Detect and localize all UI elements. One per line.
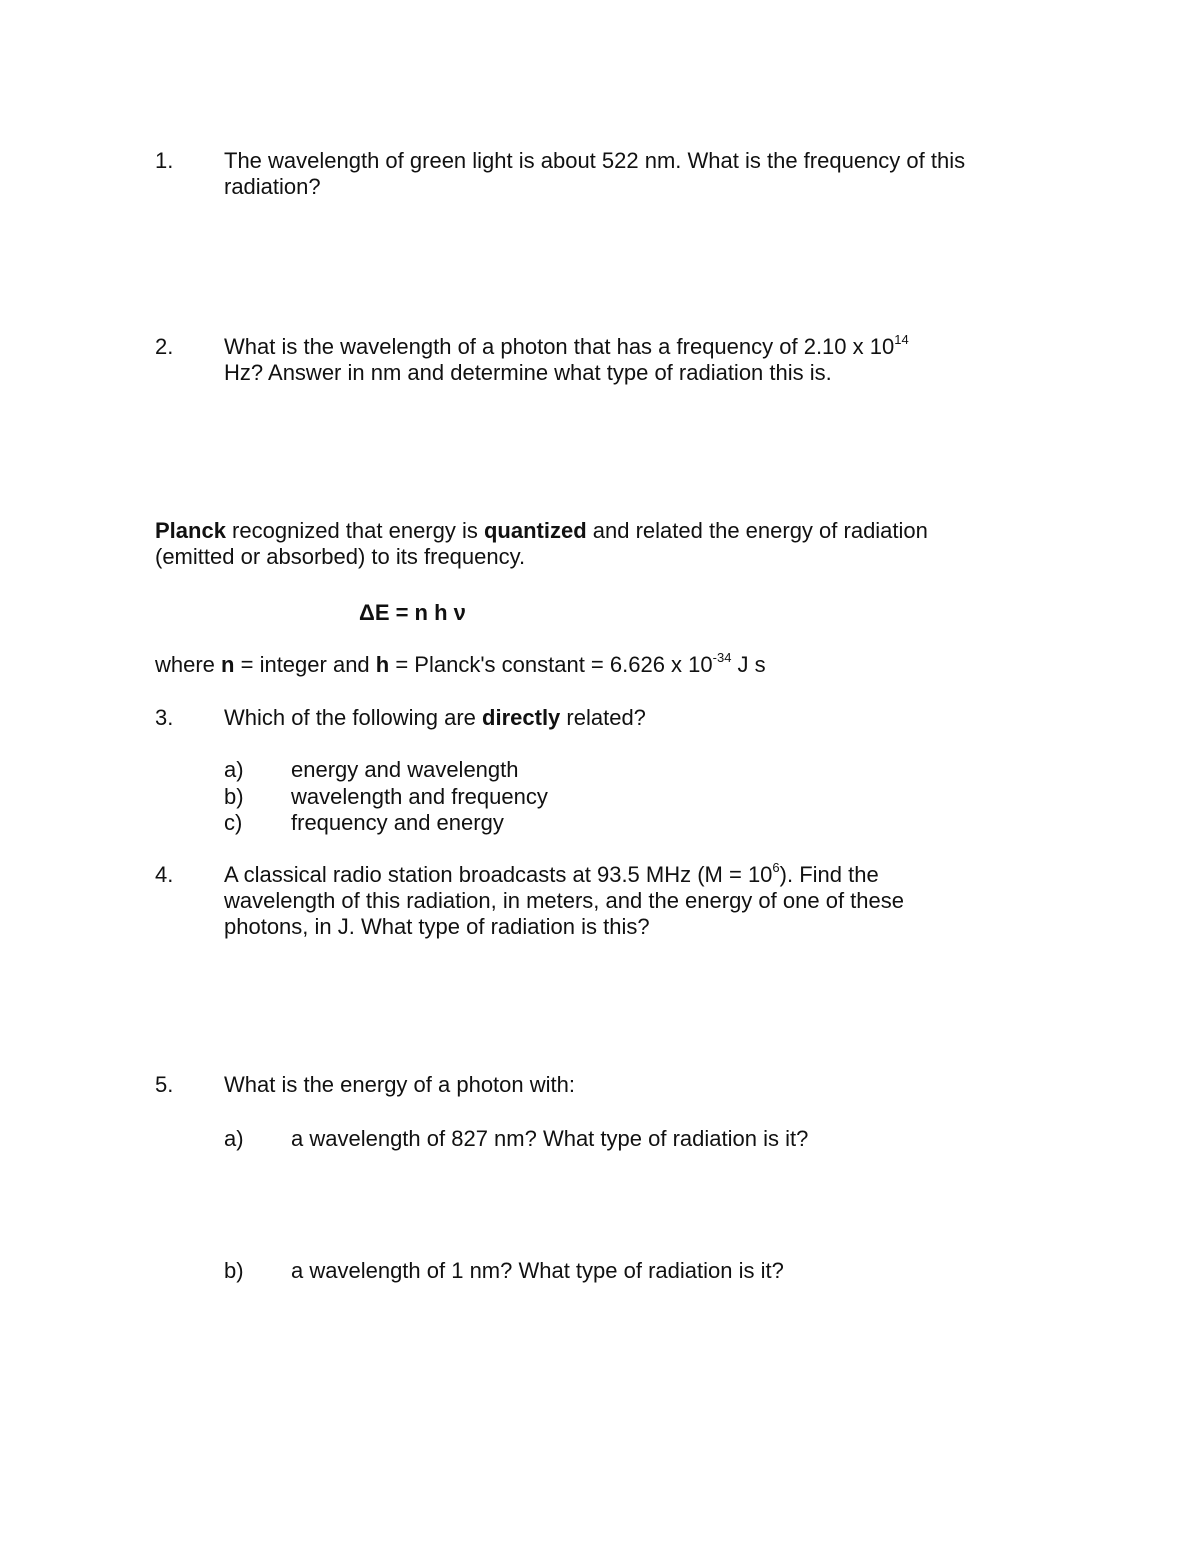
where-text-1: where — [155, 652, 222, 677]
q5-text: What is the energy of a photon with: — [224, 1072, 575, 1097]
q5-part-b-label: b) — [224, 1258, 244, 1283]
q3-option-c-label: c) — [224, 810, 243, 835]
planck-equation: ΔE = n h ν — [359, 600, 466, 625]
where-n: n — [221, 652, 235, 677]
q3-option-c-text: frequency and energy — [291, 810, 504, 835]
q3-bold-word: directly — [482, 705, 561, 730]
where-text-2: = integer and — [234, 652, 376, 677]
planck-text-1: recognized that energy is — [225, 518, 484, 543]
q5-number: 5. — [155, 1072, 174, 1097]
q4-exponent: 6 — [772, 859, 780, 875]
q2-text — [224, 331, 984, 386]
q3-text-2: related? — [560, 705, 646, 730]
planck-text-2: and related the energy of radiation (emitted or absorbed) to its frequency. — [155, 518, 928, 569]
q3-option-b-text: wavelength and frequency — [291, 784, 548, 809]
where-line — [155, 649, 985, 678]
quantized-word: quantized — [483, 518, 587, 543]
where-h: h — [375, 652, 390, 677]
q5-part-a-label: a) — [224, 1126, 244, 1151]
q3-option-a-text: energy and wavelength — [291, 757, 519, 782]
q2-number: 2. — [155, 334, 174, 359]
where-text-4: J s — [731, 652, 766, 677]
q3-option-b-label: b) — [224, 784, 244, 809]
q1-number: 1. — [155, 148, 174, 173]
q2-exponent: 14 — [894, 331, 909, 347]
q4-number: 4. — [155, 862, 174, 887]
q1-text: The wavelength of green light is about 522 nm. What is the frequency of this radiation? — [224, 148, 966, 199]
q4-text — [224, 859, 944, 940]
planck-paragraph — [155, 518, 985, 570]
q3-number: 3. — [155, 705, 174, 730]
q5-part-b-text: a wavelength of 1 nm? What type of radiation is it? — [291, 1258, 784, 1283]
q2-text-before: What is the wavelength of a photon that has a frequency of 2.10 x 10 — [224, 334, 895, 359]
q4-text-1: A classical radio station broadcasts at 93.5 MHz (M = 10 — [224, 862, 773, 887]
q3-text — [224, 705, 984, 731]
q3-text-1: Which of the following are — [224, 705, 483, 730]
q5-part-a-text: a wavelength of 827 nm? What type of radiation is it? — [291, 1126, 809, 1151]
where-text-3: = Planck's constant = 6.626 x 10 — [389, 652, 713, 677]
q3-option-a-label: a) — [224, 757, 244, 782]
planck-name: Planck — [155, 518, 226, 543]
q2-text-after: Hz? Answer in nm and determine what type of radiation this is. — [224, 360, 832, 385]
planck-exponent: -34 — [712, 649, 732, 665]
q4-text-2: ). Find the wavelength of this radiation, in meters, and the energy of one of these photons, in J. What type of radiation is this? — [224, 862, 904, 939]
